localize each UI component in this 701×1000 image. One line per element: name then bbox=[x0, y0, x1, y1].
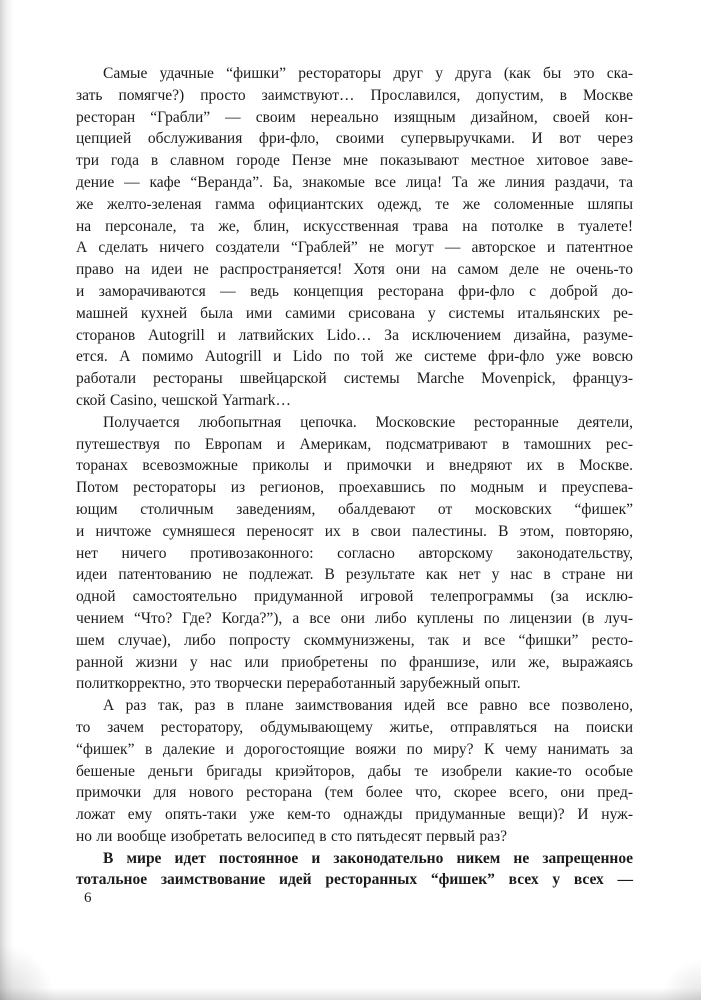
text-line: сторанов Autogrill и латвийских Lido… За исключением дизайна, разуме- bbox=[76, 326, 633, 344]
text-line: на персонале, та же, блин, искусственная трава на потолке в туалете! bbox=[76, 217, 633, 235]
text-line: и заморачиваются — ведь концепция ресторана фри-фло с доброй до- bbox=[76, 282, 633, 300]
text-line: бешеные деньги бригады криэйторов, дабы те изобрели какие-то особые bbox=[76, 762, 633, 780]
page-corner-shadow-bottom-left bbox=[0, 940, 60, 1000]
paragraph bbox=[76, 695, 633, 848]
page-bottom-edge-shadow bbox=[0, 988, 701, 1000]
paragraph bbox=[76, 63, 633, 412]
page-left-edge-shadow bbox=[0, 0, 14, 1000]
text-line: нет ничего противозаконного: согласно авторскому законодательству, bbox=[76, 544, 633, 562]
text-line: дение — кафе “Веранда”. Ба, знакомые все лица! Та же линия раздачи, та bbox=[76, 173, 633, 191]
text-line: идеи патентованию не подлежат. В результате как нет у нас в стране ни bbox=[76, 566, 633, 584]
page-corner-shadow-bottom-right bbox=[657, 956, 701, 1000]
text-line: одной самостоятельно придуманной игровой телепрограммы (за исклю- bbox=[76, 588, 633, 606]
text-line: работали рестораны швейцарской системы Marche Movenpick, француз- bbox=[76, 370, 633, 388]
text-line: ской Casino, чешской Yarmark… bbox=[76, 391, 292, 409]
text-line: и ничтоже сумняшеся переносят их в свои палестины. В этом, повторяю, bbox=[76, 522, 633, 540]
text-line: политкорректно, это творчески переработанный зарубежный опыт. bbox=[76, 675, 521, 693]
text-line: А раз так, раз в плане заимствования идей все равно все позволено, bbox=[103, 697, 633, 715]
paragraph bbox=[76, 412, 633, 695]
text-line: “фишек” в далекие и дорогостоящие вояжи по миру? К чему нанимать за bbox=[76, 740, 633, 758]
text-line: право на идеи не распространяется! Хотя они на самом деле не очень-то bbox=[76, 261, 633, 279]
text-line: А сделать ничего создатели “Граблей” не могут — авторское и патентное bbox=[76, 239, 633, 257]
text-line: ется. А помимо Autogrill и Lido по той же системе фри-фло уже вовсю bbox=[76, 348, 633, 366]
text-line: но ли вообще изобретать велосипед в сто пятьдесят первый раз? bbox=[76, 827, 508, 845]
paragraph bbox=[76, 848, 633, 892]
text-line: Самые удачные “фишки” рестораторы друг у друга (как бы это ска- bbox=[103, 65, 633, 82]
text-line: примочки для нового ресторана (тем более что, скорее всего, они пред- bbox=[76, 784, 633, 802]
text-line: ранной жизни у нас или приобретены по франшизе, или же, выражаясь bbox=[76, 653, 633, 671]
text-line: путешествуя по Европам и Америкам, подсматривают в тамошних рес- bbox=[76, 435, 633, 453]
text-line: Потом рестораторы из регионов, проехавшись по модным и преуспева- bbox=[76, 479, 633, 497]
text-line: ющим столичным заведениям, обалдевают от московских “фишек” bbox=[76, 500, 633, 518]
text-line: ресторан “Грабли” — своим нереально изящным дизайном, своей кон- bbox=[76, 108, 633, 126]
text-line: чением “Что? Где? Когда?”), а все они либо куплены по лицензии (в луч- bbox=[76, 609, 633, 627]
text-line: цепцией обслуживания фри-фло, своими супервыручками. И вот через bbox=[76, 130, 633, 148]
text-line: же желто-зеленая гамма официантских одежд, те же соломенные шляпы bbox=[76, 195, 633, 213]
text-line: зать помягче?) просто заимствуют… Прославился, допустим, в Москве bbox=[76, 86, 633, 104]
text-line: три года в славном городе Пензе мне показывают местное хитовое заве- bbox=[76, 152, 633, 170]
text-line: шем случае), либо попросту скоммунизжены, так и все “фишки” ресто- bbox=[76, 631, 633, 649]
text-body bbox=[76, 63, 633, 891]
text-line: то зачем ресторатору, обдумывающему житье, отправляться на поиски bbox=[76, 718, 633, 736]
text-line: тотальное заимствование идей ресторанных “фишек” всех у всех — bbox=[76, 871, 633, 889]
text-line: торанах всевозможные приколы и примочки и внедряют их в Москве. bbox=[76, 457, 633, 475]
text-line: В мире идет постоянное и законодательно никем не запрещенное bbox=[103, 849, 633, 867]
text-line: машней кухней была ими самими срисована у системы итальянских ре- bbox=[76, 304, 633, 322]
text-line: ложат ему опять-таки уже кем-то однажды придуманные вещи)? И нуж- bbox=[76, 806, 633, 824]
text-line: Получается любопытная цепочка. Московские ресторанные деятели, bbox=[103, 413, 633, 431]
page-number: 6 bbox=[84, 890, 92, 906]
